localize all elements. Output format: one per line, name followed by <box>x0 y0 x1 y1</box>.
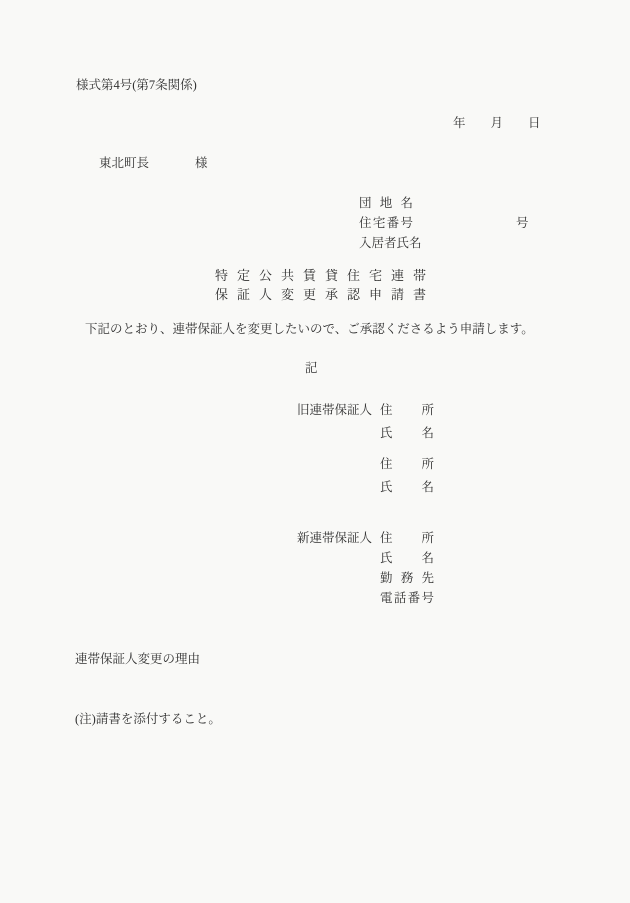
house-number-suffix: 号 <box>516 216 529 230</box>
new-guarantor-name-label <box>380 551 434 565</box>
section-marker: 記 <box>305 361 318 375</box>
date-line: 年 月 日 <box>453 116 541 130</box>
new-guarantor-address-label <box>380 531 434 545</box>
old-guarantor2-address-label <box>380 457 434 471</box>
old-guarantor-name-label-text: 氏名 <box>380 426 434 440</box>
resident-name-label: 入居者氏名 <box>359 236 422 250</box>
house-number-label-text: 住宅番号 <box>359 216 413 230</box>
addressee-name: 東北町長 <box>99 156 150 170</box>
reason-label: 連帯保証人変更の理由 <box>75 652 201 666</box>
old-guarantor2-name-label-text: 氏名 <box>380 480 434 494</box>
form-number: 様式第4号(第7条関係) <box>76 78 197 92</box>
document-title-line1: 特定公共賃貸住宅連帯 <box>215 268 436 283</box>
addressee-honorific: 様 <box>195 156 208 170</box>
new-guarantor-address-label-text: 住所 <box>380 531 434 545</box>
old-guarantor2-address-label-text: 住所 <box>380 457 434 471</box>
old-guarantor-label: 旧連帯保証人 <box>297 403 373 417</box>
old-guarantor-address-label <box>380 403 434 417</box>
new-guarantor-name-label-text: 氏名 <box>380 551 434 565</box>
body-text: 下記のとおり、連帯保証人を変更したいので、ご承認くださるよう申請します。 <box>85 322 534 336</box>
old-guarantor-name-label <box>380 426 434 440</box>
new-guarantor-phone-label <box>380 591 434 605</box>
old-guarantor-address-label-text: 住所 <box>380 403 434 417</box>
old-guarantor2-name-label <box>380 480 434 494</box>
new-guarantor-phone-label-text: 電話番号 <box>380 591 434 605</box>
new-guarantor-workplace-label <box>380 571 434 585</box>
document-title-line2: 保証人変更承認申請書 <box>215 287 436 302</box>
estate-name-label <box>359 196 413 210</box>
note-text: (注)請書を添付すること。 <box>75 712 221 726</box>
house-number-label <box>359 216 413 230</box>
estate-name-label-text: 団地名 <box>359 196 413 210</box>
new-guarantor-label: 新連帯保証人 <box>297 531 373 545</box>
new-guarantor-workplace-label-text: 勤務先 <box>380 571 434 585</box>
